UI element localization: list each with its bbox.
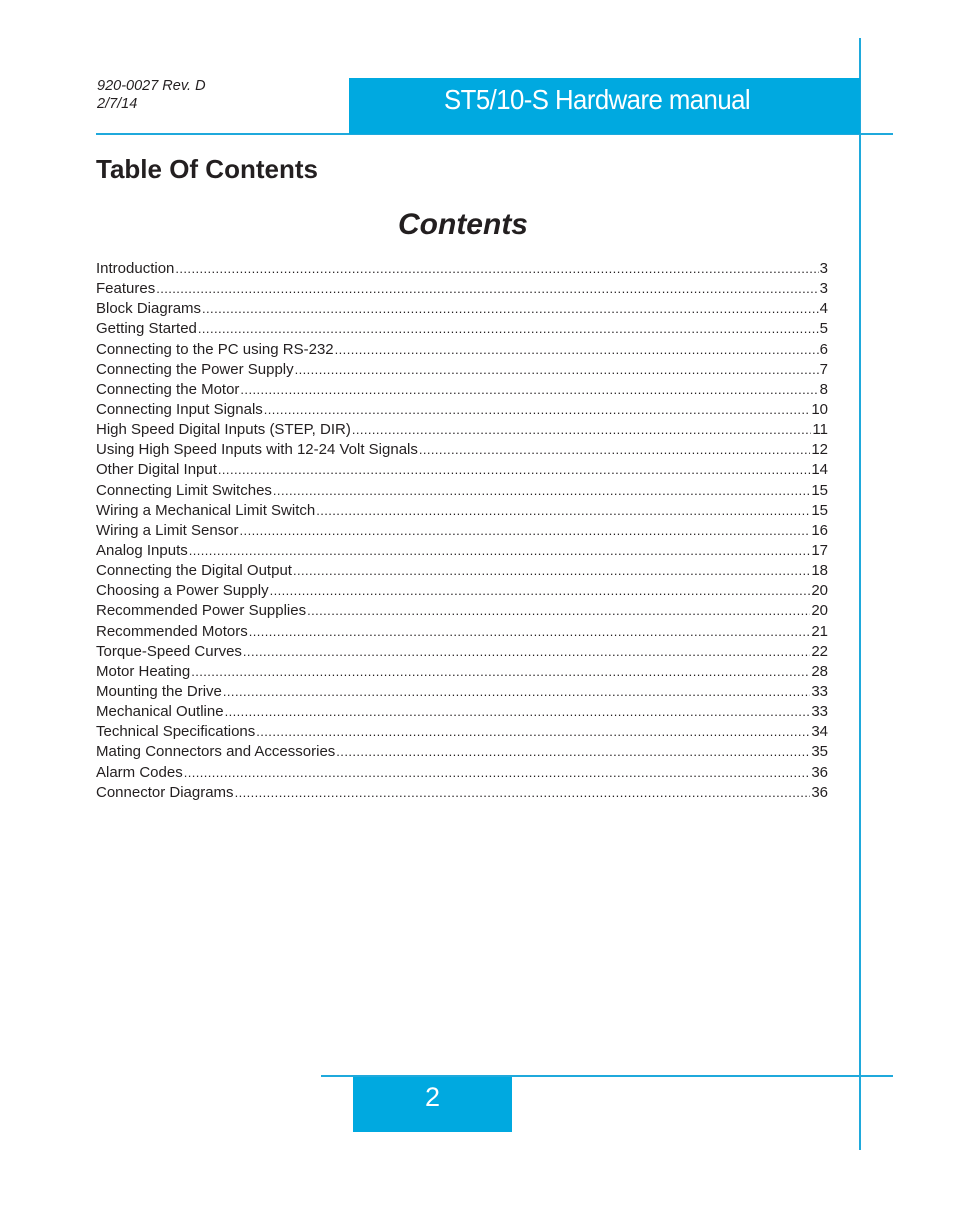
toc-list — [96, 259, 828, 803]
toc-entry-title: Connecting the Digital Output — [96, 562, 292, 580]
toc-entry[interactable] — [96, 521, 828, 541]
section-heading: Table Of Contents — [96, 154, 318, 184]
toc-entry-page: 17 — [811, 541, 828, 559]
toc-leader-dots — [273, 481, 810, 501]
toc-entry[interactable] — [96, 501, 828, 521]
toc-entry-title: Connector Diagrams — [96, 783, 234, 801]
toc-entry-title: Connecting the Power Supply — [96, 360, 294, 378]
toc-entry-page: 20 — [811, 602, 828, 620]
toc-leader-dots — [225, 702, 811, 722]
toc-leader-dots — [175, 259, 818, 279]
toc-entry[interactable] — [96, 662, 828, 682]
toc-entry-title: Using High Speed Inputs with 12-24 Volt Signals — [96, 441, 418, 459]
toc-entry-page: 12 — [811, 441, 828, 459]
toc-entry-title: Torque-Speed Curves — [96, 642, 242, 660]
toc-entry-page: 8 — [819, 380, 828, 398]
toc-leader-dots — [316, 501, 810, 521]
toc-entry-page: 21 — [811, 622, 828, 640]
toc-entry-title: Connecting the Motor — [96, 380, 240, 398]
toc-entry-page: 15 — [811, 481, 828, 499]
toc-entry[interactable] — [96, 742, 828, 762]
toc-entry-page: 33 — [811, 682, 828, 700]
toc-entry[interactable] — [96, 702, 828, 722]
toc-entry[interactable] — [96, 279, 828, 299]
toc-leader-dots — [264, 400, 811, 420]
toc-entry[interactable] — [96, 440, 828, 460]
toc-entry-page: 28 — [811, 662, 828, 680]
toc-entry[interactable] — [96, 299, 828, 319]
toc-leader-dots — [202, 299, 819, 319]
toc-entry[interactable] — [96, 259, 828, 279]
toc-entry[interactable] — [96, 460, 828, 480]
toc-entry-page: 33 — [811, 703, 828, 721]
toc-entry-title: Analog Inputs — [96, 541, 188, 559]
toc-entry-page: 6 — [819, 340, 828, 358]
manual-title-banner — [349, 78, 860, 134]
toc-leader-dots — [293, 561, 810, 581]
manual-title: ST5/10-S Hardware manual — [444, 84, 751, 115]
toc-entry-title: Features — [96, 280, 156, 298]
toc-entry-page: 4 — [819, 300, 828, 318]
toc-entry-title: Other Digital Input — [96, 461, 217, 479]
toc-entry-page: 15 — [811, 501, 828, 519]
toc-leader-dots — [198, 319, 819, 339]
toc-leader-dots — [335, 340, 819, 360]
toc-entry[interactable] — [96, 400, 828, 420]
toc-leader-dots — [156, 279, 818, 299]
toc-entry[interactable] — [96, 481, 828, 501]
toc-entry-page: 20 — [811, 582, 828, 600]
page-number: 2 — [424, 1082, 441, 1112]
toc-entry[interactable] — [96, 561, 828, 581]
toc-entry-title: Recommended Motors — [96, 622, 248, 640]
toc-leader-dots — [307, 601, 810, 621]
toc-leader-dots — [256, 722, 810, 742]
toc-entry-title: Choosing a Power Supply — [96, 582, 269, 600]
toc-leader-dots — [240, 521, 811, 541]
toc-leader-dots — [270, 581, 811, 601]
toc-leader-dots — [336, 742, 810, 762]
vertical-rule — [859, 38, 861, 1150]
toc-entry-title: Recommended Power Supplies — [96, 602, 307, 620]
toc-entry-page: 36 — [811, 763, 828, 781]
toc-entry[interactable] — [96, 319, 828, 339]
page-number-box — [353, 1077, 512, 1132]
toc-entry-title: Technical Specifications — [96, 723, 256, 741]
toc-leader-dots — [189, 541, 811, 561]
toc-entry-title: High Speed Digital Inputs (STEP, DIR) — [96, 421, 351, 439]
toc-entry[interactable] — [96, 420, 828, 440]
contents-heading: Contents — [398, 208, 528, 241]
toc-leader-dots — [419, 440, 810, 460]
toc-entry-page: 3 — [819, 260, 828, 277]
toc-entry-page: 35 — [811, 743, 828, 761]
toc-leader-dots — [235, 783, 811, 803]
toc-leader-dots — [243, 642, 810, 662]
toc-entry-title: Mechanical Outline — [96, 703, 224, 721]
toc-entry[interactable] — [96, 622, 828, 642]
toc-entry-title: Wiring a Mechanical Limit Switch — [96, 501, 316, 519]
toc-entry-page: 18 — [811, 562, 828, 580]
toc-entry-title: Introduction — [96, 260, 175, 277]
toc-entry-title: Connecting Input Signals — [96, 400, 263, 418]
toc-entry-page: 5 — [819, 320, 828, 338]
toc-entry-title: Wiring a Limit Sensor — [96, 521, 239, 539]
toc-entry[interactable] — [96, 642, 828, 662]
toc-entry-title: Mounting the Drive — [96, 682, 222, 700]
toc-leader-dots — [249, 622, 811, 642]
toc-leader-dots — [184, 763, 811, 783]
toc-entry-title: Getting Started — [96, 320, 197, 338]
toc-entry-title: Block Diagrams — [96, 300, 202, 318]
toc-entry-page: 36 — [811, 783, 828, 801]
toc-entry-title: Connecting to the PC using RS-232 — [96, 340, 334, 358]
toc-entry[interactable] — [96, 682, 828, 702]
toc-entry[interactable] — [96, 380, 828, 400]
toc-entry-title: Mating Connectors and Accessories — [96, 743, 336, 761]
toc-leader-dots — [223, 682, 810, 702]
toc-entry-page: 22 — [811, 642, 828, 660]
toc-entry[interactable] — [96, 340, 828, 360]
toc-entry-page: 34 — [811, 723, 828, 741]
toc-entry[interactable] — [96, 783, 828, 803]
toc-leader-dots — [191, 662, 810, 682]
toc-entry[interactable] — [96, 541, 828, 561]
toc-entry[interactable] — [96, 581, 828, 601]
toc-entry[interactable] — [96, 722, 828, 742]
doc-date: 2/7/14 — [97, 96, 138, 112]
toc-entry[interactable] — [96, 360, 828, 380]
toc-entry[interactable] — [96, 763, 828, 783]
toc-entry-page: 14 — [811, 461, 828, 479]
toc-entry-page: 11 — [812, 421, 828, 439]
toc-entry-title: Motor Heating — [96, 662, 191, 680]
toc-entry[interactable] — [96, 601, 828, 621]
toc-entry-page: 10 — [811, 400, 828, 418]
toc-leader-dots — [218, 460, 810, 480]
toc-entry-page: 7 — [819, 360, 828, 378]
toc-entry-page: 3 — [819, 280, 828, 298]
toc-entry-page: 16 — [811, 521, 828, 539]
document-meta — [97, 77, 206, 113]
toc-leader-dots — [352, 420, 812, 440]
toc-leader-dots — [295, 360, 819, 380]
toc-leader-dots — [240, 380, 818, 400]
doc-number: 920-0027 Rev. D — [97, 78, 206, 94]
toc-entry-title: Connecting Limit Switches — [96, 481, 272, 499]
toc-entry-title: Alarm Codes — [96, 763, 183, 781]
